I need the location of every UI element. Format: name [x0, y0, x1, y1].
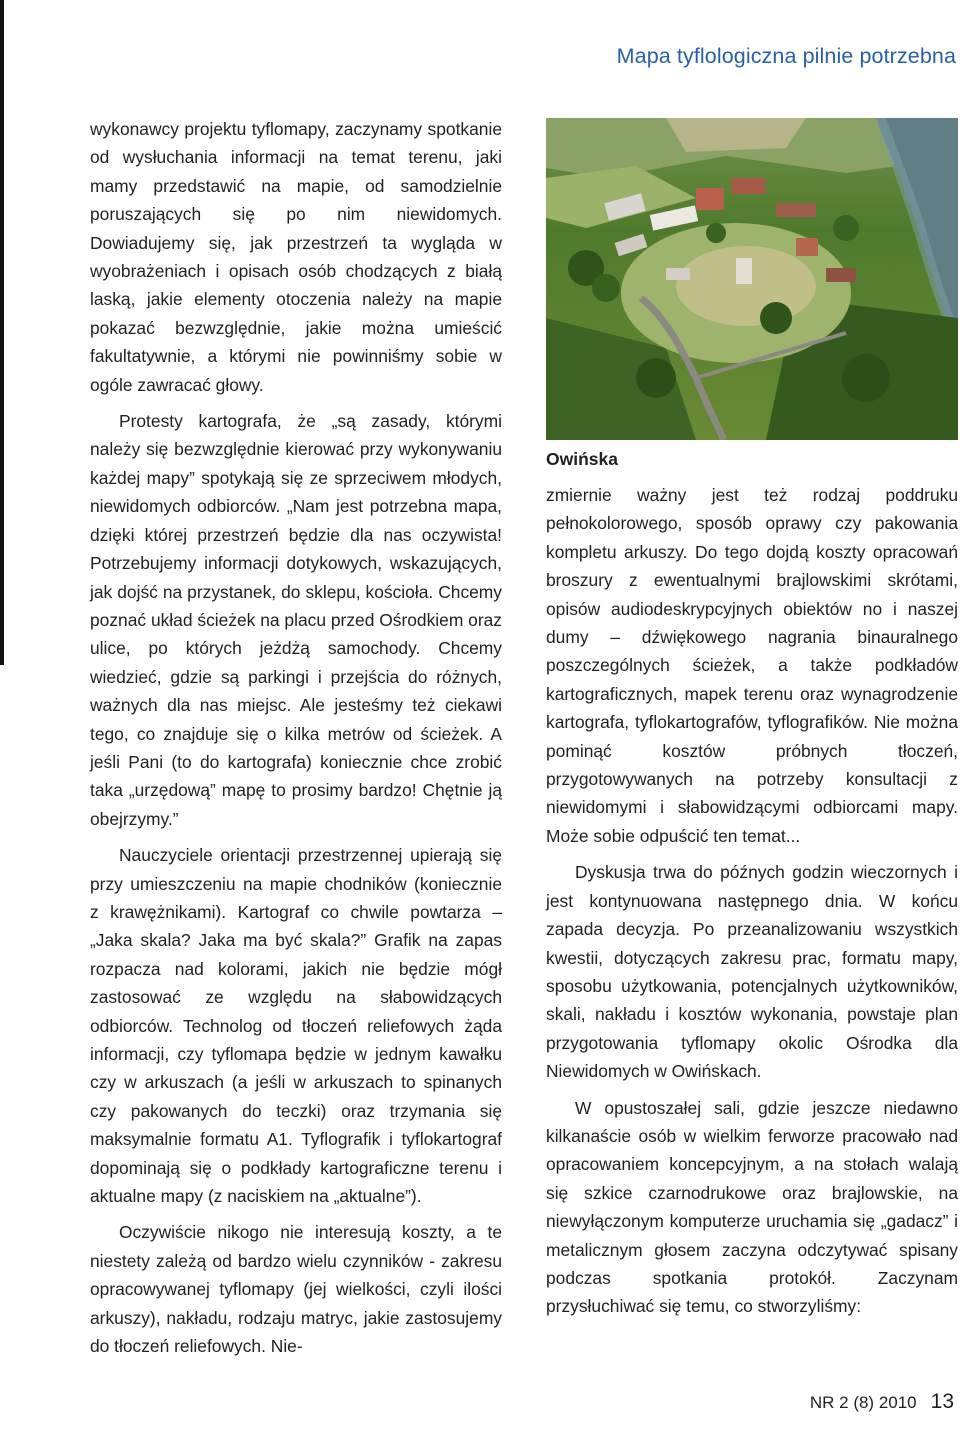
issue-number: NR 2 (8) 2010	[809, 1393, 917, 1412]
photo-caption: Owińska	[546, 449, 618, 469]
right-paragraph-2: Dyskusja trwa do późnych godzin wieczornych i jest kontynuowana następnego dnia. W końcu zapada decyzja. Po przeanalizowaniu wszystkich kwestii, dotyczących zakresu prac, formatu mapy, sposobu użytkowania, potencjalnych użytkowników, skali, nakładu i kosztów wykonania, powstaje plan przygotowania tyflomapy okolic Ośrodka dla Niewidomych w Owińskach.	[546, 862, 958, 1082]
page-edge-bar	[0, 0, 4, 665]
left-text-column	[90, 115, 502, 1360]
left-paragraph-4: Oczywiście nikogo nie interesują koszty, a te niestety zależą od bardzo wielu czynników - zakresu opracowywanej tyflomapy (jej wielkości, czyli ilości arkuszy), nakładu, rodzaju matryc, jakie zastosujemy do tłoczeń reliefowych. Nie-	[90, 1222, 502, 1357]
page-number: 13	[930, 1390, 954, 1413]
right-paragraph-3: W opustoszałej sali, gdzie jeszcze niedawno kilkanaście osób w wielkim ferworze pracowało nad opracowaniem koncepcyjnym, a na stołach walają się szkice czarnodrukowe oraz brajlowskie, na niewyłączonym komputerze uruchamia się „gadacz” i metalicznym głosem zaczyna odczytywać spisany podczas spotkania protokół. Zaczynam przysłuchiwać się temu, co stworzyliśmy:	[546, 1097, 958, 1317]
running-header-title: Mapa tyflologiczna pilnie potrzebna	[616, 44, 956, 68]
page-footer	[810, 1390, 954, 1414]
right-paragraph-1: zmiernie ważny jest też rodzaj poddruku pełnokolorowego, sposób oprawy czy pakowania kompletu arkuszy. Do tego dojdą koszty opracowań broszury z ewentualnymi brajlowskimi skrótami, opisów audiodeskrypcyjnych obiektów no i naszej dumy – dźwiękowego nagrania binauralnego poszczególnych ścieżek, a także podkładów kartograficznych, mapek terenu oraz wynagrodzenie kartografa, tyflokartografów, tyflografików. Nie można pominąć kosztów próbnych tłoczeń, przygotowywanych na potrzeby konsultacji z niewidomymi i słabowidzącymi odbiorcami mapy. Może sobie odpuścić ten temat...	[546, 485, 958, 846]
right-text-column	[546, 481, 958, 1321]
left-paragraph-2: Protesty kartografa, że „są zasady, którymi należy się bezwzględnie kierować przy wykonywaniu każdej mapy” spotykają się ze sprzeciwem młodych, niewidomych odbiorców. „Nam jest potrzebna mapa, dzięki której przestrzeń będzie dla nas oczywista! Potrzebujemy informacji dotykowych, wskazujących, jak dojść na przystanek, do sklepu, kościoła. Chcemy poznać układ ścieżek na placu przed Ośrodkiem oraz ulice, po których jeżdżą samochody. Chcemy wiedzieć, gdzie są parkingi i przejścia do różnych, ważnych dla nas miejsc. Ale jesteśmy też ciekawi tego, co znajduje się o kilka metrów od ścieżek. A jeśli Pani (to do kartografa) koniecznie chce zrobić taka „urzędową” mapę to prosimy bardzo! Chętnie ją obejrzymy.”	[90, 411, 502, 829]
aerial-photo-owinska	[546, 118, 958, 440]
left-paragraph-1: wykonawcy projektu tyflomapy, zaczynamy spotkanie od wysłuchania informacji na temat terenu, jaki mamy przedstawić na mapie, od samodzielnie poruszających się po nim niewidomych. Dowiadujemy się, jak przestrzeń ta wygląda w wyobrażeniach i opisach osób chodzących z białą laską, jakie elementy otoczenia należy na mapie pokazać bezwzględnie, jakie można umieścić fakultatywnie, a którymi nie powinniśmy sobie w ogóle zawracać głowy.	[90, 119, 502, 395]
left-paragraph-3: Nauczyciele orientacji przestrzennej upierają się przy umieszczeniu na mapie chodników (koniecznie z krawężnikami). Kartograf co chwile powtarza – „Jaka skala? Jaka ma być skala?” Grafik na zapas rozpacza nad kolorami, jakich nie będzie mógł zastosować ze względu na słabowidzących odbiorców. Technolog od tłoczeń reliefowych żąda informacji, czy tyflomapa będzie w jednym kawałku czy w arkuszach (a jeśli w arkuszach to spinanych czy pakowanych do teczki) oraz trzymania się maksymalnie formatu A1. Tyflografik i tyflokartograf dopominają się o podkłady kartograficzne terenu i aktualne mapy (z naciskiem na „aktualne”).	[90, 845, 502, 1207]
